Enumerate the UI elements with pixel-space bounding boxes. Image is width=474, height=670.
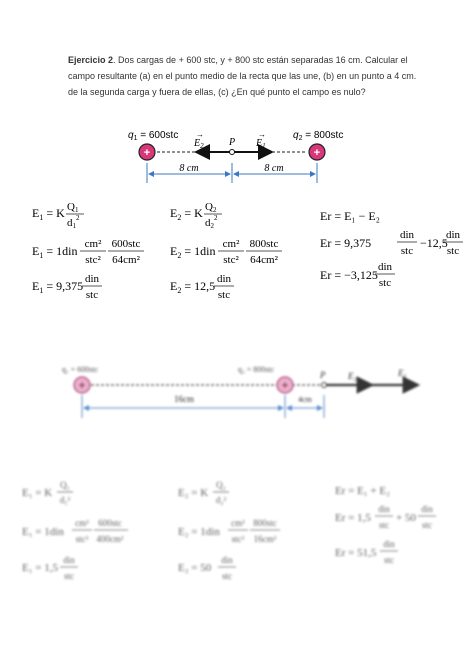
exercise-text: . Dos cargas de + 600 stc, y + 800 stc están separadas 16 cm. Calcular el campo resultante (a) en el punto medio de la recta que las une, (b) en un punto a 4 cm. de la segunda carga y fuera de ellas, (c) ¿En qué punto el campo es nulo? <box>68 55 417 97</box>
fb2-l2-f1-den: stc² <box>231 534 245 544</box>
f3-l2-den1: stc <box>400 245 414 257</box>
charge-q1-sign: + <box>143 147 151 159</box>
exercise-heading: Ejercicio 2 <box>68 55 114 65</box>
q2b-label: q₂ = 800stc <box>238 365 275 374</box>
fb1-l1-num: Q₁ <box>60 480 70 490</box>
e1-label: $E_1$ <box>256 138 266 150</box>
e1b-label: E₁ <box>398 368 407 378</box>
f3-l1: Er = E₁ − E₂ <box>320 209 380 223</box>
q1b-label: q₁ = 600stc <box>62 365 99 374</box>
e2-vector-mark: → <box>196 130 204 139</box>
fb3-l3-pre: Er = 51,5 <box>335 547 377 559</box>
f2-l3-den: stc <box>217 289 231 301</box>
fb3-l2-mid: + 50 <box>396 512 416 524</box>
fb1-l2-f1-num: cm² <box>75 518 89 528</box>
p-label-b: P <box>320 370 326 380</box>
f1-l1-num: Q1 <box>67 201 79 214</box>
point-p-marker <box>230 150 235 155</box>
dist-long-label: 16cm <box>174 394 194 404</box>
point-p-label: P <box>229 137 236 148</box>
dist-right-label: 8 cm <box>264 163 284 174</box>
f1-l2-lhs: $E_1 = 1din$ <box>32 244 78 260</box>
f1-l1-lhs: $E_1 = K$ <box>32 206 65 222</box>
charge-q1b-sign: + <box>78 380 86 392</box>
q1-label: $q_1 = 600stc$ <box>128 130 179 142</box>
dist-short-label: 4cm <box>298 395 312 404</box>
f3-l2-den2: stc <box>446 245 460 257</box>
fb1-l2-f2-num: 600stc <box>98 518 122 528</box>
fb2-l2-f1-num: cm² <box>231 518 245 528</box>
formulas-part-a <box>32 201 463 301</box>
point-p-b <box>322 383 327 388</box>
fb2-l2-f2-num: 800stc <box>253 518 277 528</box>
fb2-l2: E₂ = 1din <box>178 526 220 538</box>
e2-label: $E_2$ <box>194 138 204 150</box>
f2-l1-den: $d2^2$ <box>205 214 218 230</box>
dist-left-label: 8 cm <box>179 163 199 174</box>
f3-l3-pre: Er = −3,125 <box>320 268 378 282</box>
fb3-l2-den2: stc <box>422 520 432 530</box>
fb3-l1: Er = E₁ + E₂ <box>335 485 390 497</box>
fb2-l1: E₂ = K <box>178 487 209 499</box>
f3-l2-mid: −12,5 <box>420 236 448 250</box>
f3-l3-num: din <box>377 261 393 273</box>
q2-label: $q_2 = 800stc$ <box>293 130 344 142</box>
f1-l3-lhs: $E_1 = 9,375$ <box>32 279 84 295</box>
f1-l3-num: din <box>84 273 100 285</box>
fb3-l2-num2: din <box>421 504 433 514</box>
f2-l3-lhs: $E_2 = 12,5$ <box>170 279 216 295</box>
f2-l1-num: Q2 <box>205 201 217 214</box>
formulas-part-b <box>22 480 436 581</box>
formula-col2 <box>170 201 282 301</box>
fb1-l2: E₁ = 1din <box>22 526 64 538</box>
formula-col3 <box>320 209 463 289</box>
fb3-l2-den1: stc <box>379 520 389 530</box>
f1-l2-f1-den: stc² <box>85 254 101 266</box>
fb1-l2-f1-den: stc² <box>75 534 89 544</box>
f3-l2-pre: Er = 9,375 <box>320 236 372 250</box>
fb1-l3-den: stc <box>64 571 74 581</box>
charge-q2-sign: + <box>313 147 321 159</box>
f3-l2-num1: din <box>399 229 415 241</box>
f2-l2-f2-den: 64cm² <box>250 254 278 266</box>
f2-l1-lhs: $E_2 = K$ <box>170 206 203 222</box>
f1-l1-den: $d1^2$ <box>67 214 80 230</box>
charge-q2b-sign: + <box>281 380 289 392</box>
f1-l2-f2-den: 64cm² <box>112 254 140 266</box>
fb2-l1-num: Q₂ <box>216 480 226 490</box>
diagram-outside-point <box>62 365 418 418</box>
f2-l2-f1-den: stc² <box>223 254 239 266</box>
f1-l2-f2-num: 600stc <box>111 238 141 250</box>
f1-l3-den: stc <box>85 289 99 301</box>
f3-l2-num2: din <box>445 229 461 241</box>
f2-l2-f1-num: cm² <box>222 238 240 250</box>
fb1-l3: E₁ = 1,5 <box>22 562 59 574</box>
e1-vector-mark: → <box>258 130 266 139</box>
f2-l2-f2-num: 800stc <box>249 238 279 250</box>
fb1-l1: E₁ = K <box>22 487 53 499</box>
e2b-label: E₂ <box>348 371 357 381</box>
f1-l2-f1-num: cm² <box>84 238 102 250</box>
fb2-l3-num: din <box>221 555 233 565</box>
fb2-l2-f2-den: 16cm² <box>253 534 277 544</box>
fb1-l1-den: d₁² <box>59 495 71 505</box>
fb2-l1-den: d₂² <box>215 495 227 505</box>
diagram-midpoint <box>128 130 343 183</box>
f2-l3-num: din <box>216 273 232 285</box>
f2-l2-lhs: $E_2 = 1din$ <box>170 244 216 260</box>
fb3-l2-num1: din <box>378 504 390 514</box>
fb3-l3-num: din <box>383 539 395 549</box>
f3-l3-den: stc <box>378 277 392 289</box>
fb1-l2-f2-den: 400cm² <box>96 534 124 544</box>
fb2-l3: E₂ = 50 <box>178 562 212 574</box>
formula-col1 <box>32 201 144 301</box>
fb1-l3-num: din <box>63 555 75 565</box>
fb3-l2-pre: Er = 1,5 <box>335 512 371 524</box>
fb2-l3-den: stc <box>222 571 232 581</box>
fb3-l3-den: stc <box>384 555 394 565</box>
